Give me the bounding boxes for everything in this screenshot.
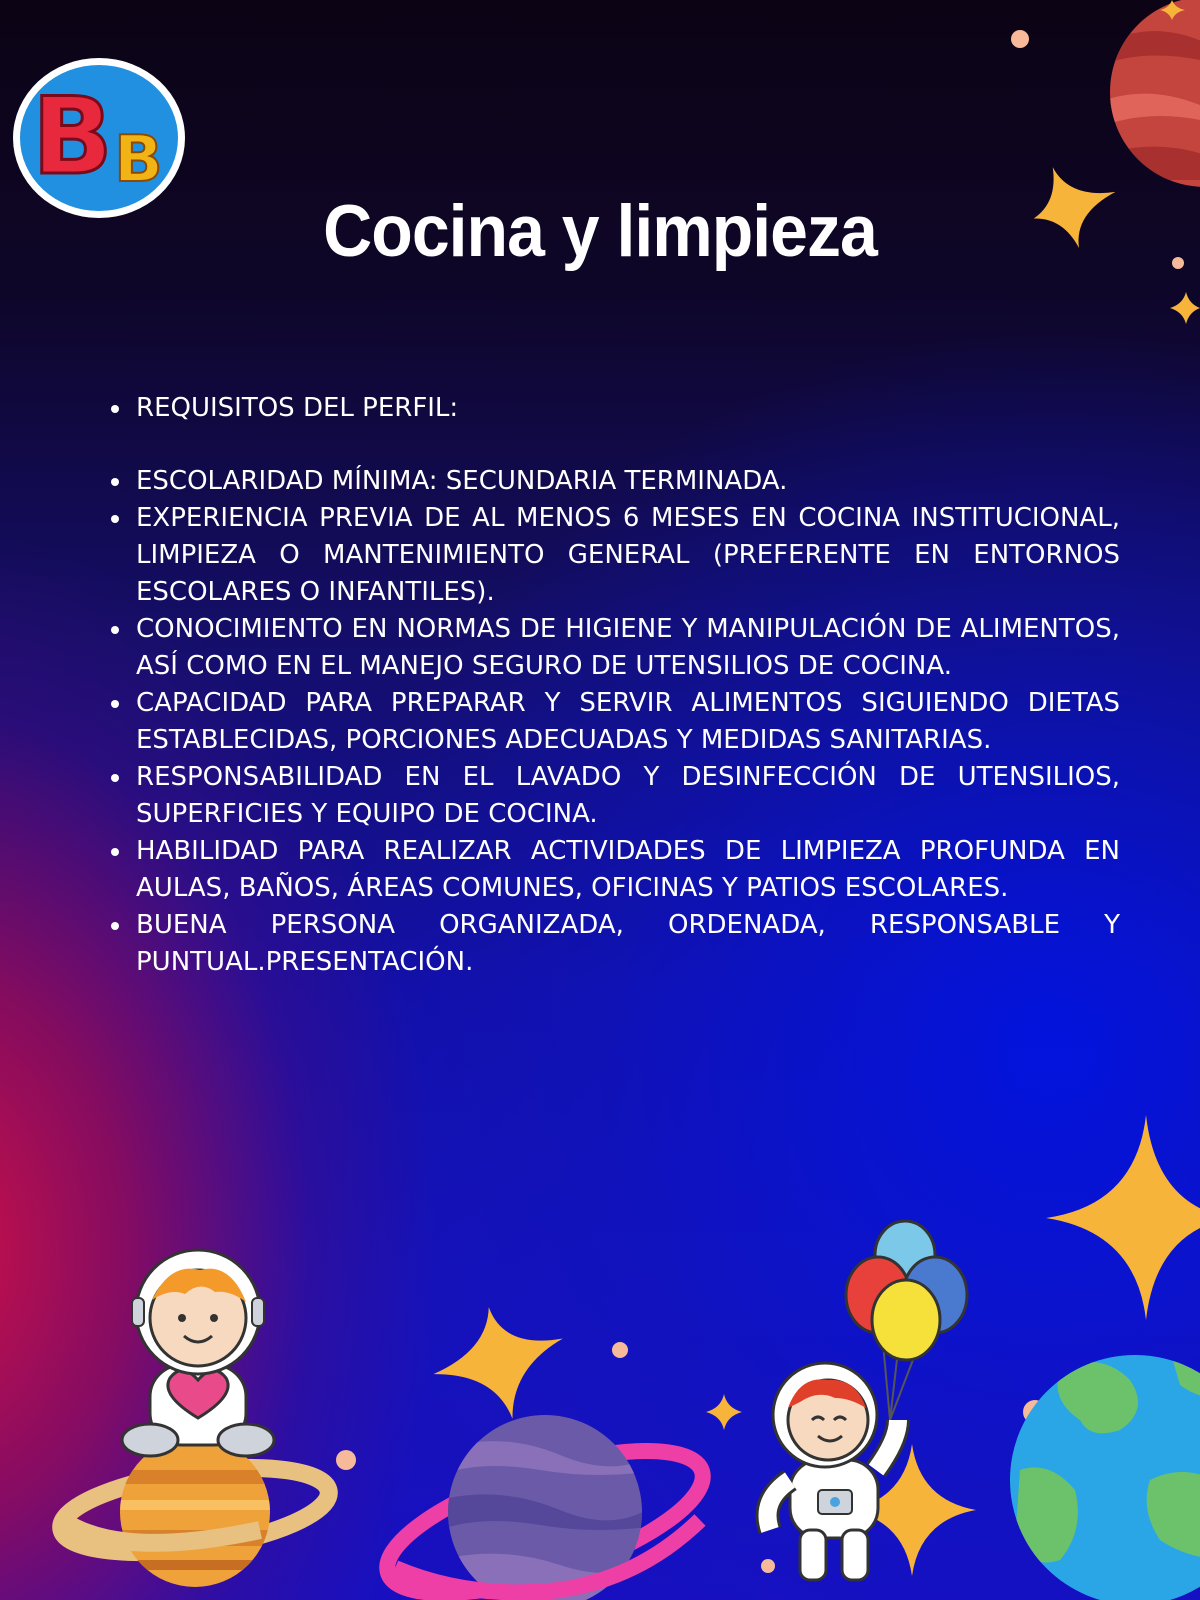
requirements-section: [108, 390, 1120, 981]
list-item: BUENA PERSONA ORGANIZADA, ORDENADA, RESPONSABLE Y PUNTUAL.PRESENTACIÓN.: [108, 907, 1120, 981]
planet-purple-icon: [372, 1415, 718, 1600]
list-item: ESCOLARIDAD MÍNIMA: SECUNDARIA TERMINADA.: [108, 463, 1120, 500]
astronaut-heart-icon: [56, 1250, 334, 1587]
planet-red-icon: [1105, 0, 1200, 187]
svg-text:B: B: [32, 75, 113, 198]
page-title: Cocina y limpieza: [323, 189, 877, 273]
svg-text:B: B: [114, 123, 163, 197]
star-icon: [706, 1394, 742, 1430]
list-item: HABILIDAD PARA REALIZAR ACTIVIDADES DE LIMPIEZA PROFUNDA EN AULAS, BAÑOS, ÁREAS COMUNES, OFICINAS Y PATIOS ESCOLARES.: [108, 833, 1120, 907]
star-icon: [1170, 292, 1200, 324]
list-item: EXPERIENCIA PREVIA DE AL MENOS 6 MESES EN COCINA INSTITUCIONAL, LIMPIEZA O MANTENIMIENTO GENERAL (PREFERENTE EN ENTORNOS ESCOLARES O INFANTILES).: [108, 500, 1120, 611]
dot-icon: [336, 1450, 356, 1470]
list-item: CAPACIDAD PARA PREPARAR Y SERVIR ALIMENTOS SIGUIENDO DIETAS ESTABLECIDAS, PORCIONES ADECUADAS Y MEDIDAS SANITARIAS.: [108, 685, 1120, 759]
earth-icon: [1010, 1349, 1200, 1600]
list-item: RESPONSABILIDAD EN EL LAVADO Y DESINFECCIÓN DE UTENSILIOS, SUPERFICIES Y EQUIPO DE COCINA.: [108, 759, 1120, 833]
dot-icon: [761, 1559, 775, 1573]
dot-icon: [1011, 30, 1029, 48]
dot-icon: [612, 1342, 628, 1358]
list-item: CONOCIMIENTO EN NORMAS DE HIGIENE Y MANIPULACIÓN DE ALIMENTOS, ASÍ COMO EN EL MANEJO SEGURO DE UTENSILIOS DE COCINA.: [108, 611, 1120, 685]
requirements-heading: REQUISITOS DEL PERFIL:: [108, 390, 1120, 427]
requirements-list: [108, 390, 1120, 981]
star-icon: [422, 1293, 577, 1432]
star-icon: [1046, 1115, 1200, 1320]
